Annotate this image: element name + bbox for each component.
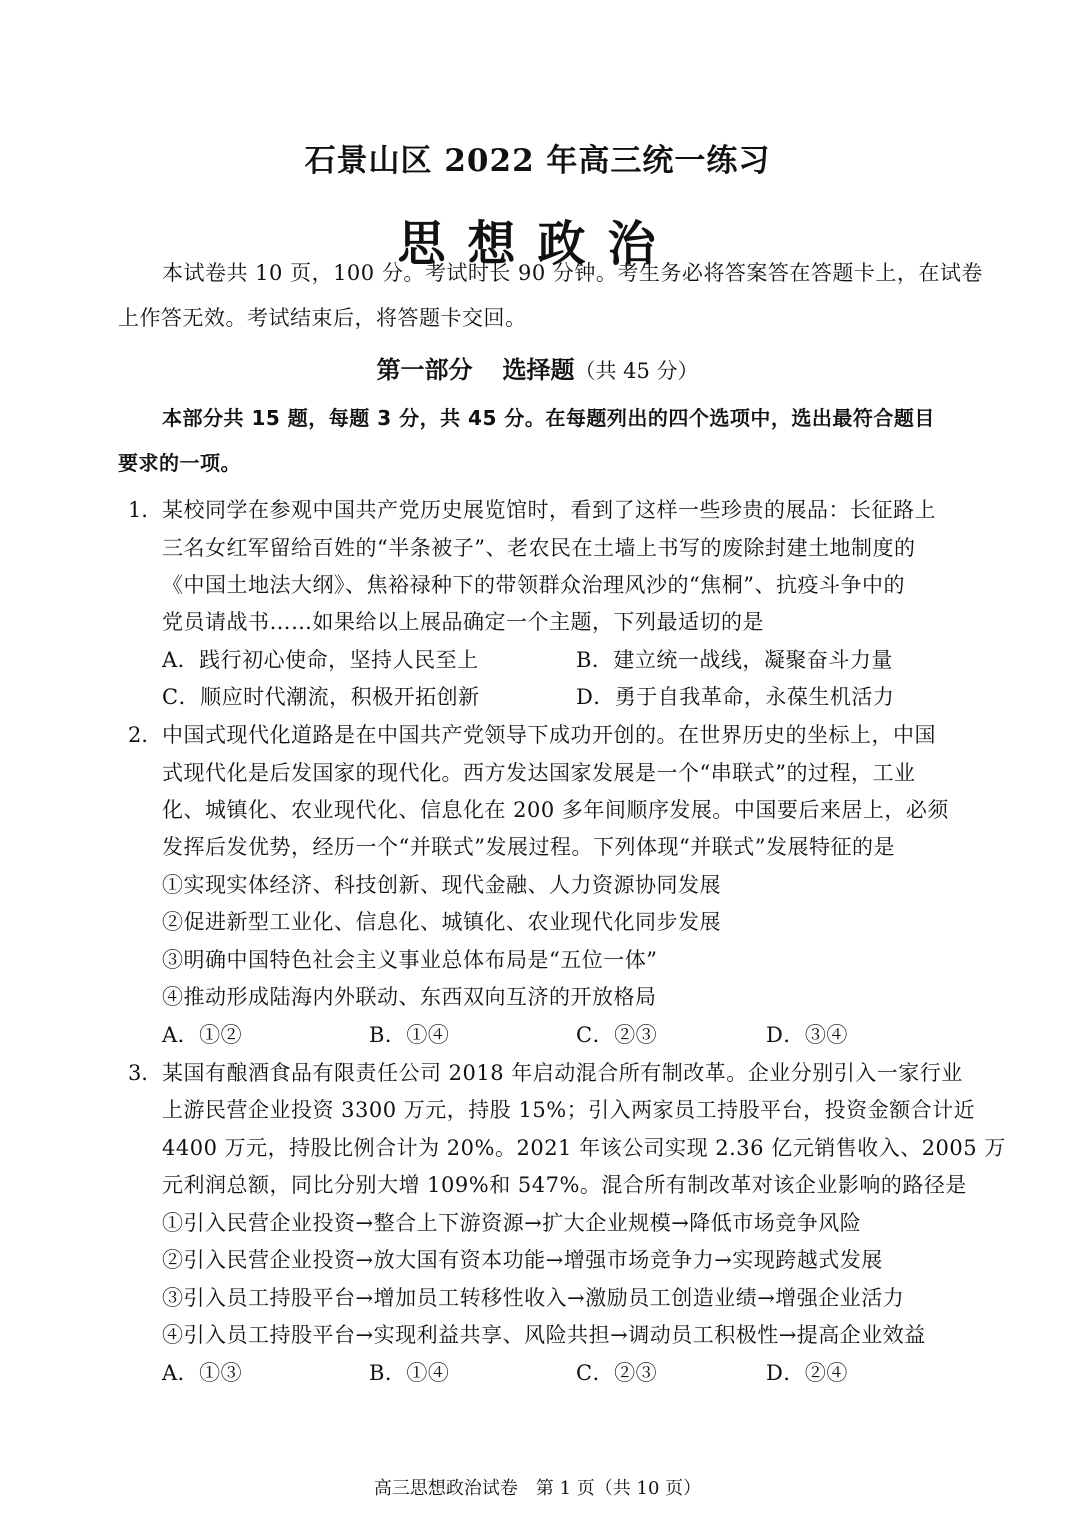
question-3-option-d: D．②④ xyxy=(766,1361,848,1385)
question-1-line: 某校同学在参观中国共产党历史展览馆时，看到了这样一些珍贵的展品：长征路上 xyxy=(162,498,936,522)
question-1-option-b: B．建立统一战线，凝聚奋斗力量 xyxy=(576,648,893,672)
question-3-number: 3． xyxy=(128,1061,163,1085)
question-2-line: 式现代化是后发国家的现代化。西方发达国家发展是一个“串联式”的过程，工业 xyxy=(162,761,916,785)
question-3-line: 4400 万元，持股比例合计为 20%。2021 年该公司实现 2.36 亿元销售收入、2005 万 xyxy=(162,1136,1006,1160)
question-2-option-d: D．③④ xyxy=(766,1023,848,1047)
question-2-line: 中国式现代化道路是在中国共产党领导下成功开创的。在世界历史的坐标上，中国 xyxy=(162,723,936,747)
question-2-statement: ③明确中国特色社会主义事业总体布局是“五位一体” xyxy=(162,948,658,972)
section-heading xyxy=(0,350,1075,385)
exam-title: 石景山区 2022 年高三统一练习 xyxy=(304,143,771,179)
section-instruction-line-2: 要求的一项。 xyxy=(118,451,241,475)
question-3-statement: ④引入员工持股平台→实现利益共享、风险共担→调动员工积极性→提高企业效益 xyxy=(162,1323,926,1347)
question-1-option-a: A．践行初心使命，坚持人民至上 xyxy=(162,648,479,672)
question-3-line: 某国有酿酒食品有限责任公司 2018 年启动混合所有制改革。企业分别引入一家行业 xyxy=(162,1061,963,1085)
question-3-line: 元利润总额，同比分别大增 109%和 547%。混合所有制改革对该企业影响的路径是 xyxy=(162,1173,967,1197)
page-footer: 高三思想政治试卷 第 1 页（共 10 页） xyxy=(373,1478,702,1499)
question-1-line: 党员请战书……如果给以上展品确定一个主题，下列最适切的是 xyxy=(162,610,764,634)
intro-line-1: 本试卷共 10 页，100 分。考试时长 90 分钟。考生务必将答案答在答题卡上，在试卷 xyxy=(162,261,983,285)
question-1-line: 三名女红军留给百姓的“半条被子”、老农民在土墙上书写的废除封建土地制度的 xyxy=(162,536,916,560)
question-3-line: 上游民营企业投资 3300 万元，持股 15%；引入两家员工持股平台，投资金额合计近 xyxy=(162,1098,976,1122)
section-name: 第一部分 xyxy=(376,355,473,384)
intro-line-2: 上作答无效。考试结束后，将答题卡交回。 xyxy=(118,306,527,330)
question-1-line: 《中国土地法大纲》、焦裕禄种下的带领群众治理风沙的“焦桐”、抗疫斗争中的 xyxy=(162,573,905,597)
question-3-statement: ③引入员工持股平台→增加员工转移性收入→激励员工创造业绩→增强企业活力 xyxy=(162,1286,905,1310)
question-2-line: 发挥后发优势，经历一个“并联式”发展过程。下列体现“并联式”发展特征的是 xyxy=(162,835,895,859)
question-3-option-c: C．②③ xyxy=(576,1361,658,1385)
section-score: （共 45 分） xyxy=(574,359,699,383)
question-2-line: 化、城镇化、农业现代化、信息化在 200 多年间顺序发展。中国要后来居上，必须 xyxy=(162,798,949,822)
question-1-option-d: D．勇于自我革命，永葆生机活力 xyxy=(576,685,895,709)
question-2-option-c: C．②③ xyxy=(576,1023,658,1047)
question-1-option-c: C．顺应时代潮流，积极开拓创新 xyxy=(162,685,480,709)
question-3-statement: ②引入民营企业投资→放大国有资本功能→增强市场竞争力→实现跨越式发展 xyxy=(162,1248,883,1272)
question-3-statement: ①引入民营企业投资→整合上下游资源→扩大企业规模→降低市场竞争风险 xyxy=(162,1211,862,1235)
question-3-option-a: A．①③ xyxy=(162,1361,243,1385)
subject-title: 思想政治 xyxy=(397,216,678,272)
section-title: 选择题 xyxy=(502,355,575,384)
question-2-number: 2． xyxy=(128,723,163,747)
question-2-option-b: B．①④ xyxy=(369,1023,450,1047)
question-2-option-a: A．①② xyxy=(162,1023,243,1047)
question-2-statement: ①实现实体经济、科技创新、现代金融、人力资源协同发展 xyxy=(162,873,721,897)
question-2-statement: ②促进新型工业化、信息化、城镇化、农业现代化同步发展 xyxy=(162,910,721,934)
question-2-statement: ④推动形成陆海内外联动、东西双向互济的开放格局 xyxy=(162,985,657,1009)
question-1-number: 1． xyxy=(128,498,163,522)
section-instruction-line-1: 本部分共 15 题，每题 3 分，共 45 分。在每题列出的四个选项中，选出最符合题目 xyxy=(162,406,935,430)
question-3-option-b: B．①④ xyxy=(369,1361,450,1385)
